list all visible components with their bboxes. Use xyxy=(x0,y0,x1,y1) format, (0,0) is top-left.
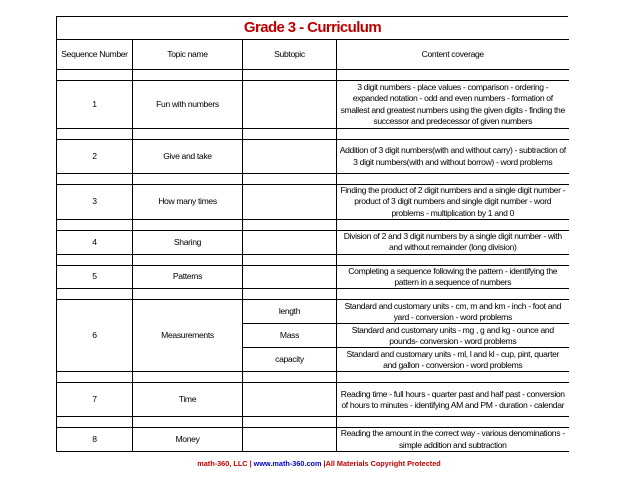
content-coverage: Standard and customary units - cm, m and km - inch - foot and yard - conversion - word problems xyxy=(337,300,569,324)
header-row xyxy=(57,40,569,70)
subtopic: capacity xyxy=(243,348,337,372)
sequence-number: 8 xyxy=(57,428,133,452)
content-coverage: Completing a sequence following the pattern - identifying the pattern in a sequence of numbers xyxy=(337,265,569,289)
topic-name: Sharing xyxy=(133,231,243,255)
spacer-cell xyxy=(133,174,243,185)
sequence-number: 3 xyxy=(57,185,133,220)
spacer-cell xyxy=(133,129,243,140)
spacer-cell xyxy=(57,254,133,265)
footer-copyright: |All Materials Copyright Protected xyxy=(321,459,441,468)
sequence-number: 6 xyxy=(57,300,133,372)
header-topic: Topic name xyxy=(133,40,243,70)
spacer-cell xyxy=(243,220,337,231)
curriculum-sheet xyxy=(56,16,568,452)
topic-name: Give and take xyxy=(133,140,243,174)
subtopic xyxy=(243,140,337,174)
spacer-cell xyxy=(337,129,569,140)
sequence-number: 7 xyxy=(57,383,133,417)
spacer-cell xyxy=(243,372,337,383)
subtopic xyxy=(243,265,337,289)
spacer-row xyxy=(57,372,569,383)
subtopic xyxy=(243,383,337,417)
curriculum-row xyxy=(57,185,569,220)
spacer-cell xyxy=(57,417,133,428)
content-coverage: Standard and customary units - mg , g and kg - ounce and pounds- conversion - word problems xyxy=(337,324,569,348)
sequence-number: 1 xyxy=(57,81,133,129)
spacer-cell xyxy=(243,70,337,81)
curriculum-row xyxy=(57,300,569,324)
content-coverage: Reading the amount in the correct way - various denominations - simple addition and subtraction xyxy=(337,428,569,452)
footer-company: math-360, LLC | xyxy=(197,459,254,468)
spacer-cell xyxy=(57,220,133,231)
topic-name: Money xyxy=(133,428,243,452)
curriculum-row xyxy=(57,140,569,174)
spacer-cell xyxy=(243,129,337,140)
spacer-cell xyxy=(337,254,569,265)
spacer-row xyxy=(57,174,569,185)
header-sequence: Sequence Number xyxy=(57,40,133,70)
spacer-row xyxy=(57,254,569,265)
spacer-cell xyxy=(243,254,337,265)
header-content: Content coverage xyxy=(337,40,569,70)
sequence-number: 2 xyxy=(57,140,133,174)
spacer-cell xyxy=(133,254,243,265)
curriculum-row xyxy=(57,81,569,129)
spacer-cell xyxy=(133,220,243,231)
topic-name: How many times xyxy=(133,185,243,220)
subtopic: Mass xyxy=(243,324,337,348)
topic-name: Patterns xyxy=(133,265,243,289)
content-coverage: Finding the product of 2 digit numbers and a single digit number - product of 3 digit numbers and single digit number - word problems - multiplication by 1 and 0 xyxy=(337,185,569,220)
spacer-cell xyxy=(57,174,133,185)
spacer-cell xyxy=(337,174,569,185)
spacer-row xyxy=(57,289,569,300)
spacer-cell xyxy=(57,70,133,81)
spacer-cell xyxy=(337,289,569,300)
footer-link[interactable]: www.math-360.com xyxy=(253,459,322,468)
footer xyxy=(0,459,638,468)
topic-name: Fun with numbers xyxy=(133,81,243,129)
subtopic xyxy=(243,81,337,129)
curriculum-row xyxy=(57,265,569,289)
topic-name: Time xyxy=(133,383,243,417)
spacer-cell xyxy=(243,174,337,185)
curriculum-row xyxy=(57,231,569,255)
spacer-cell xyxy=(337,372,569,383)
header-subtopic: Subtopic xyxy=(243,40,337,70)
sequence-number: 5 xyxy=(57,265,133,289)
content-coverage: Standard and customary units - ml, l and kl - cup, pint, quarter and gallon - conversion - word problems xyxy=(337,348,569,372)
subtopic: length xyxy=(243,300,337,324)
spacer-cell xyxy=(57,372,133,383)
curriculum-row xyxy=(57,428,569,452)
spacer-cell xyxy=(133,417,243,428)
topic-name: Measurements xyxy=(133,300,243,372)
spacer-cell xyxy=(337,417,569,428)
spacer-row xyxy=(57,417,569,428)
spacer-cell xyxy=(57,289,133,300)
content-coverage: Division of 2 and 3 digit numbers by a single digit number - with and without remainder (long division) xyxy=(337,231,569,255)
spacer-row xyxy=(57,129,569,140)
spacer-cell xyxy=(133,289,243,300)
subtopic xyxy=(243,428,337,452)
content-coverage: 3 digit numbers - place values - comparison - ordering - expanded notation - odd and even numbers - formation of smallest and greatest numbers using the given digits - finding the successor and predecessor of given numbers xyxy=(337,81,569,129)
page-title: Grade 3 - Curriculum xyxy=(56,16,568,39)
content-coverage: Reading time - full hours - quarter past and half past - conversion of hours to minutes - identifying AM and PM - duration - calendar xyxy=(337,383,569,417)
spacer-cell xyxy=(243,289,337,300)
spacer-row xyxy=(57,70,569,81)
curriculum-table xyxy=(56,39,569,452)
spacer-cell xyxy=(133,372,243,383)
sequence-number: 4 xyxy=(57,231,133,255)
subtopic xyxy=(243,231,337,255)
spacer-cell xyxy=(337,70,569,81)
spacer-cell xyxy=(133,70,243,81)
spacer-cell xyxy=(243,417,337,428)
spacer-cell xyxy=(337,220,569,231)
curriculum-row xyxy=(57,383,569,417)
content-coverage: Addition of 3 digit numbers(with and without carry) - subtraction of 3 digit numbers(with and without borrow) - word problems xyxy=(337,140,569,174)
spacer-row xyxy=(57,220,569,231)
subtopic xyxy=(243,185,337,220)
spacer-cell xyxy=(57,129,133,140)
